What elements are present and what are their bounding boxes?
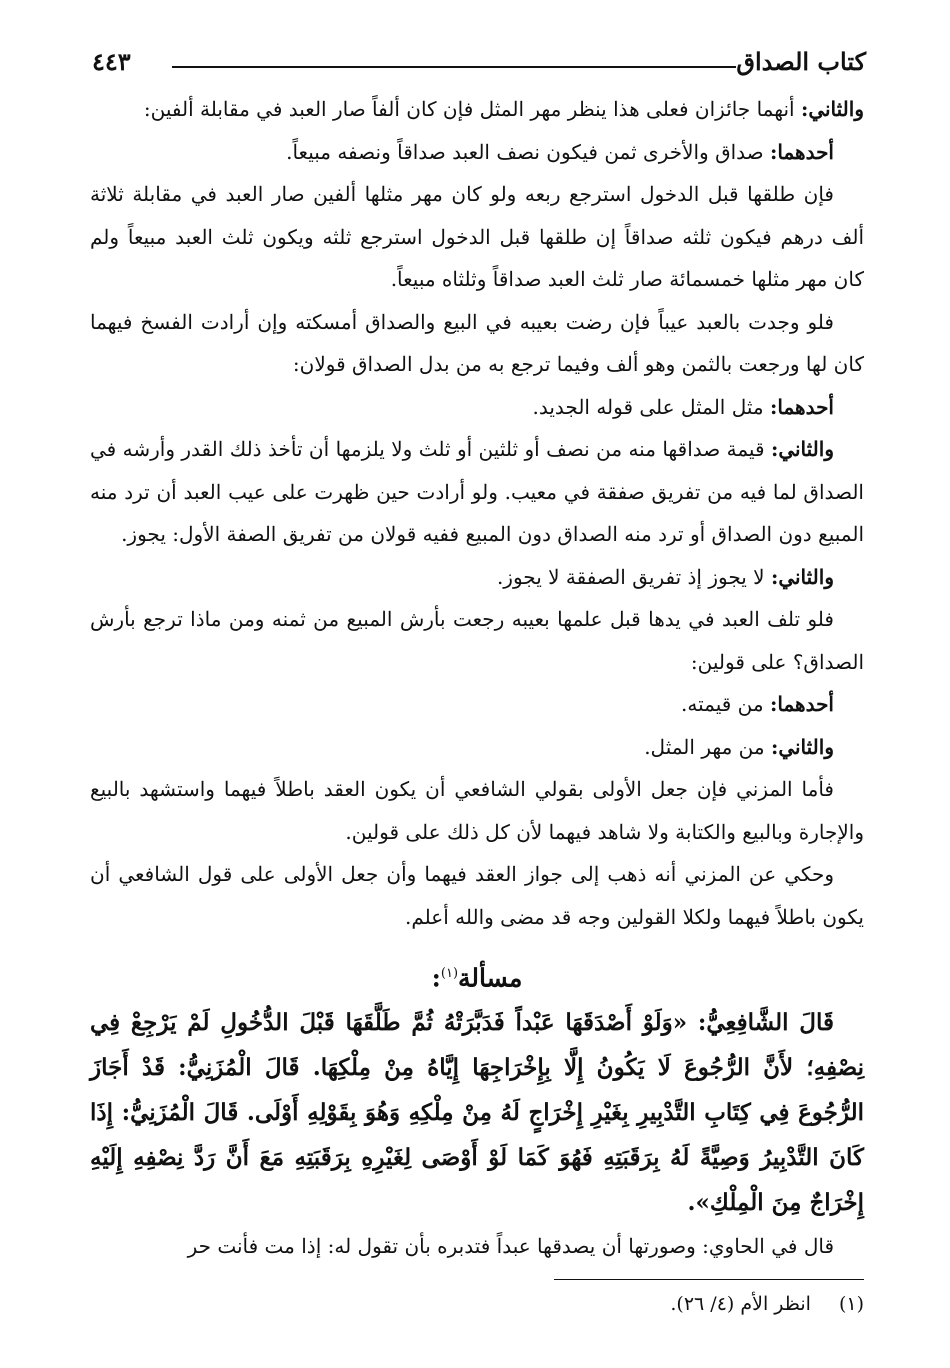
paragraph-text: وحكي عن المزني أنه ذهب إلى جواز العقد فيهما وأن جعل الأولى على قول الشافعي أن يكون باطلاً فيهما ولكلا القولين وجه قد مضى والله أعلم. — [90, 862, 864, 929]
page-header — [92, 44, 866, 84]
paragraph-lead: أحدهما: — [769, 394, 834, 419]
paragraph-text: فلو وجدت بالعبد عيباً فإن رضت بعيبه في البيع والصداق أمسكته وإن أرادت الفسخ فيهما كان لها ورجعت بالثمن وهو ألف وفيما ترجع به من بدل الصداق قولان: — [90, 309, 864, 376]
paragraph — [90, 598, 864, 683]
paragraph-lead: والثاني: — [770, 437, 834, 461]
footnote-number: (١) — [838, 1293, 864, 1315]
paragraph-lead: أحدهما: — [769, 139, 834, 164]
section-heading — [90, 952, 864, 1000]
paragraph — [90, 683, 864, 726]
paragraph — [90, 726, 864, 769]
footnote-rule — [554, 1279, 864, 1280]
heading-text: مسألة — [458, 963, 523, 993]
paragraph-text: أنهما جائزان فعلى هذا ينظر مهر المثل فإن كان ألفاً صار العبد في مقابلة ألفين: — [143, 97, 801, 121]
paragraph-text: من قيمته. — [681, 692, 770, 716]
paragraph-text: مثل المثل على قوله الجديد. — [532, 394, 770, 419]
paragraph — [90, 88, 864, 131]
paragraph-lead: والثاني: — [770, 564, 834, 589]
paragraph — [90, 301, 864, 386]
paragraph-lead: والثاني: — [800, 97, 864, 121]
quote-speaker: قَالَ الشَّافِعِيُّ: — [697, 1009, 834, 1037]
paragraph — [90, 428, 864, 556]
footnote — [90, 1288, 864, 1320]
header-rule — [172, 66, 736, 68]
footnote-ref[interactable]: (١) — [440, 966, 459, 981]
paragraph — [90, 556, 864, 599]
paragraph-text: من مهر المثل. — [644, 734, 771, 759]
page-body — [90, 88, 864, 1268]
paragraph-text: فأما المزني فإن جعل الأولى بقولي الشافعي أن يكون العقد باطلاً فيهما واستشهد بالبيع والإجارة وبالبيع والكتابة ولا شاهد فيهما لأن كل ذلك على قولين. — [90, 777, 864, 844]
paragraph-text: قيمة صداقها منه من نصف أو ثلثين أو ثلث ولا يلزمها أن تأخذ ذلك القدر وأرشه في الصداق لما فيه من تفريق صفقة في معيب. ولو أرادت حين ظهرت على عيب العبد أن ترد منه المبيع دون الصداق أو ترد منه الصداق دون المبيع ففيه قولان من تفريق الصفة الأول: يجوز. — [90, 437, 864, 546]
chapter-title: كتاب الصداق — [736, 47, 866, 76]
paragraph-text: لا يجوز إذ تفريق الصفقة لا يجوز. — [496, 564, 771, 589]
paragraph — [90, 1225, 864, 1268]
paragraph-text: فإن طلقها قبل الدخول استرجع ربعه ولو كان مهر مثلها ألفين صار العبد في مقابلة ثلاثة ألف درهم فيكون ثلثه صداقاً إن طلقها قبل الدخول استرجع ثلثه ويكون ثلث العبد مبيعاً ولم كان مهر مثلها خمسمائة صار ثلث العبد صداقاً وثلثاه مبيعاً. — [90, 182, 864, 291]
page-number: ٤٤٣ — [92, 47, 131, 76]
paragraph-lead: أحدهما: — [769, 692, 834, 716]
paragraph — [90, 853, 864, 938]
paragraph-lead: والثاني: — [770, 734, 834, 759]
paragraph-text: فلو تلف العبد في يدها قبل علمها بعيبه رجعت بأرش المبيع من ثمنه ومن ماذا ترجع بأرش الصداق؟ على قولين: — [90, 607, 864, 674]
paragraph — [90, 131, 864, 174]
quoted-text — [90, 1000, 864, 1225]
quote-body: «وَلَوْ أَصْدَقَهَا عَبْداً فَدَبَّرَتْهُ ثُمَّ طَلَّقَهَا قَبْلَ الدُّخُولِ لَمْ يَرْجِعْ فِي نِصْفِهِ؛ لأَنَّ الرُّجُوعَ لَا يَكُونُ إِلَّا بِإِخْرَاجِهَا إِيَّاهُ مِنْ مِلْكِهَا. قَالَ الْمُزَنِيُّ: قَدْ أَجَازَ الرُّجُوعَ فِي كِتَابِ التَّدْبِيرِ بِغَيْرِ إِخْرَاجٍ لَهُ مِنْ مِلْكِهِ وَهُوَ بِقَوْلِهِ أَوْلَى. قَالَ الْمُزَنِيُّ: إِذَا كَانَ التَّدْبِيرُ وَصِيَّةً لَهُ بِرَقَبَتِهِ فَهُوَ كَمَا لَوْ أَوْصَى لِغَيْرِهِ بِرَقَبَتِهِ مَعَ أَنَّ رَدَّ نِصْفِهِ إِلَيْهِ إِخْرَاجٌ مِنَ الْمِلْكِ». — [90, 1009, 864, 1217]
footnote-text: انظر الأم (٤/ ٢٦). — [670, 1293, 811, 1315]
heading-suffix: : — [431, 963, 441, 993]
paragraph — [90, 768, 864, 853]
paragraph — [90, 386, 864, 429]
paragraph — [90, 173, 864, 301]
paragraph-text: قال في الحاوي: وصورتها أن يصدقها عبداً فتدبره بأن تقول له: إذا مت فأنت حر — [187, 1234, 834, 1259]
paragraph-text: صداق والأخرى ثمن فيكون نصف العبد صداقاً ونصفه مبيعاً. — [286, 139, 770, 164]
